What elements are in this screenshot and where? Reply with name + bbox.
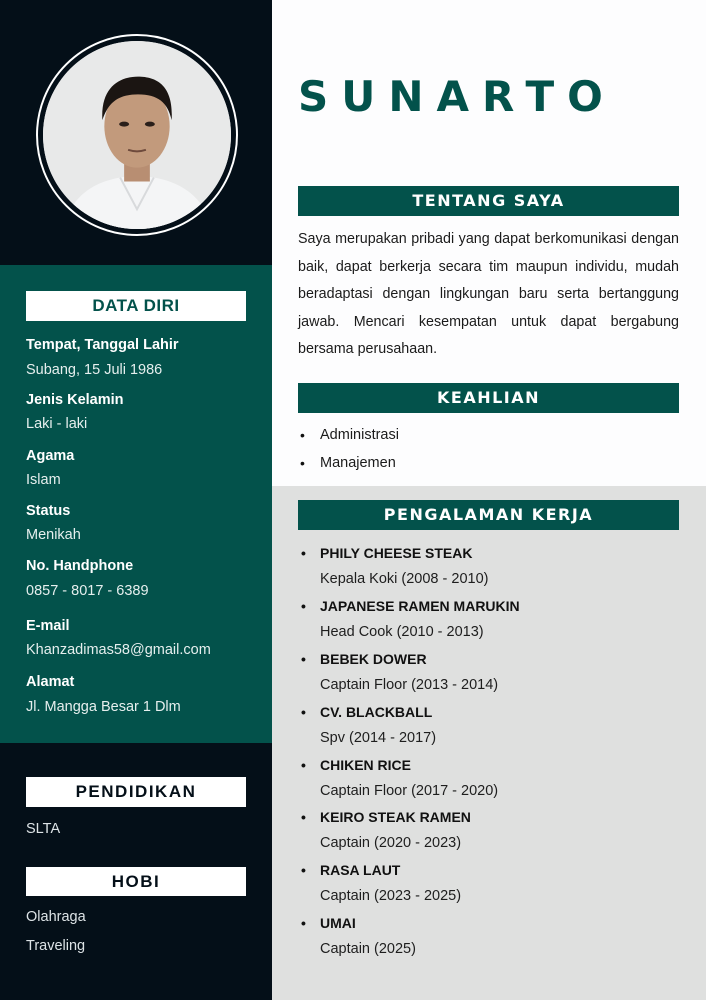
section-heading-data-diri: DATA DIRI xyxy=(26,291,246,321)
experience-role: Captain Floor (2017 - 2020) xyxy=(320,783,499,799)
field-value-birth: Subang, 15 Juli 1986 xyxy=(26,362,163,378)
experience-role: Captain (2020 - 2023) xyxy=(320,835,462,851)
field-value-gender: Laki - laki xyxy=(26,416,88,432)
experience-role: Kepala Koki (2008 - 2010) xyxy=(320,571,489,587)
experience-role: Captain Floor (2013 - 2014) xyxy=(320,677,499,693)
person-portrait-icon xyxy=(43,41,231,229)
section-heading-pengalaman-kerja: PENGALAMAN KERJA xyxy=(298,500,679,530)
field-value-address: Jl. Mangga Besar 1 Dlm xyxy=(26,699,181,715)
experience-item xyxy=(298,857,461,910)
field-label-address: Alamat xyxy=(26,674,75,690)
experience-company: • JAPANESE RAMEN MARUKIN xyxy=(298,593,520,619)
experience-item xyxy=(298,699,436,752)
experience-item xyxy=(298,540,488,593)
skills-list xyxy=(298,427,399,483)
experience-company: • PHILY CHEESE STEAK xyxy=(298,540,488,566)
field-value-status: Menikah xyxy=(26,527,81,543)
experience-company: • BEBEK DOWER xyxy=(298,646,498,672)
skill-item: • Manajemen xyxy=(298,455,399,483)
section-heading-hobi: HOBI xyxy=(26,867,246,896)
experience-role: Head Cook (2010 - 2013) xyxy=(320,624,484,640)
hobby-item: Olahraga xyxy=(26,909,86,925)
education-item: SLTA xyxy=(26,821,61,837)
experience-item xyxy=(298,752,498,805)
section-heading-pendidikan: PENDIDIKAN xyxy=(26,777,246,807)
field-label-gender: Jenis Kelamin xyxy=(26,392,124,408)
field-value-email[interactable]: Khanzadimas58@gmail.com xyxy=(26,642,211,658)
field-label-religion: Agama xyxy=(26,448,75,464)
field-value-phone: 0857 - 8017 - 6389 xyxy=(26,583,149,599)
profile-photo-frame xyxy=(36,34,238,236)
field-label-phone: No. Handphone xyxy=(26,558,134,574)
section-heading-keahlian: KEAHLIAN xyxy=(298,383,679,413)
experience-company: • RASA LAUT xyxy=(298,857,461,883)
skill-item: • Administrasi xyxy=(298,427,399,455)
experience-item xyxy=(298,910,416,963)
experience-item xyxy=(298,646,498,699)
field-value-religion: Islam xyxy=(26,472,61,488)
experience-company: • CV. BLACKBALL xyxy=(298,699,436,725)
field-label-email: E-mail xyxy=(26,618,70,634)
experience-company: • UMAI xyxy=(298,910,416,936)
experience-role: Spv (2014 - 2017) xyxy=(320,730,437,746)
hobby-item: Traveling xyxy=(26,938,86,954)
experience-company: • CHIKEN RICE xyxy=(298,752,498,778)
experience-company: • KEIRO STEAK RAMEN xyxy=(298,804,471,830)
experience-role: Captain (2025) xyxy=(320,941,416,957)
candidate-name: SUNARTO xyxy=(298,72,616,121)
section-heading-tentang-saya: TENTANG SAYA xyxy=(298,186,679,216)
about-text: Saya merupakan pribadi yang dapat berkomunikasi dengan baik, dapat berkerja secara tim maupun individu, mudah beradaptasi dengan lingkungan baru serta bertanggung jawab. Mencari kesempatan untuk dapat bergabung bersama perusahaan. xyxy=(298,231,679,357)
field-label-status: Status xyxy=(26,503,71,519)
experience-role: Captain (2023 - 2025) xyxy=(320,888,462,904)
field-label-birth: Tempat, Tanggal Lahir xyxy=(26,337,179,353)
profile-photo xyxy=(43,41,231,229)
experience-item xyxy=(298,593,520,646)
experience-item xyxy=(298,804,471,857)
